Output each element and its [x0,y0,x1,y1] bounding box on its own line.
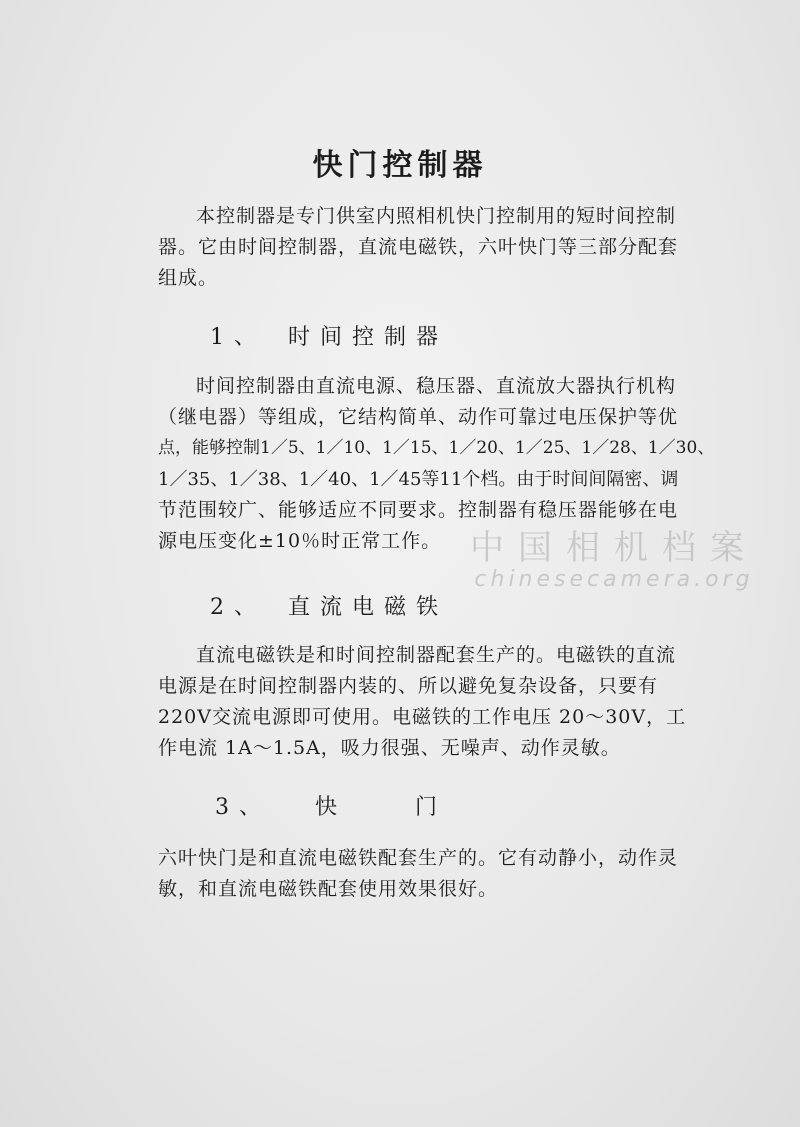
watermark-url: chinesecamera.org [474,567,754,592]
section-1-line: 时间控制器由直流电源、稳压器、直流放大器执行机构 [196,375,677,397]
watermark [470,520,758,592]
section-1-heading [210,320,448,351]
section-2-line: 直流电磁铁是和时间控制器配套生产的。电磁铁的直流 [196,644,677,666]
section-1-title: 时间控制器 [288,325,449,350]
section-3-body [158,843,718,905]
intro-paragraph [158,201,718,294]
section-2-heading [210,590,448,621]
intro-line-3: 组成。 [158,267,219,289]
section-2-title: 直流电磁铁 [288,595,449,620]
section-2-number: 2、 [210,595,266,620]
section-1-line: 节范围较广、能够适应不同要求。控制器有稳压器能够在电 [158,499,679,521]
section-3-line: 敏，和直流电磁铁配套使用效果很好。 [158,878,499,900]
intro-line-2: 器。它由时间控制器，直流电磁铁，六叶快门等三部分配套 [158,236,679,258]
section-2-line: 220V交流电源即可使用。电磁铁的工作电压 20～30V，工 [158,706,687,728]
watermark-text: 中国相机档案 [470,528,758,568]
section-1-line: 1／35、1／38、1／40、1／45等11个档。由于时间间隔密、调 [158,469,679,490]
page-title: 快门控制器 [312,148,488,183]
section-1-line: 源电压变化±10％时正常工作。 [158,530,442,552]
section-3-number: 3、 [215,795,271,820]
section-3-title: 快 门 [315,795,447,820]
section-2-line: 作电流 1A～1.5A，吸力很强、无噪声、动作灵敏。 [158,737,621,759]
section-3-heading [215,790,447,821]
section-1-line: 点，能够控制1／5、1／10、1／15、1／20、1／25、1／28、1／30、 [158,438,715,458]
section-2-line: 电源是在时间控制器内装的、所以避免复杂设备，只要有 [158,675,659,697]
section-2-body [158,640,718,764]
intro-line-1: 本控制器是专门供室内照相机快门控制用的短时间控制 [196,205,677,227]
section-3-line: 六叶快门是和直流电磁铁配套生产的。它有动静小，动作灵 [158,847,679,869]
section-1-number: 1、 [210,325,266,350]
section-1-line: （继电器）等组成，它结构简单、动作可靠过电压保护等优 [158,406,679,428]
